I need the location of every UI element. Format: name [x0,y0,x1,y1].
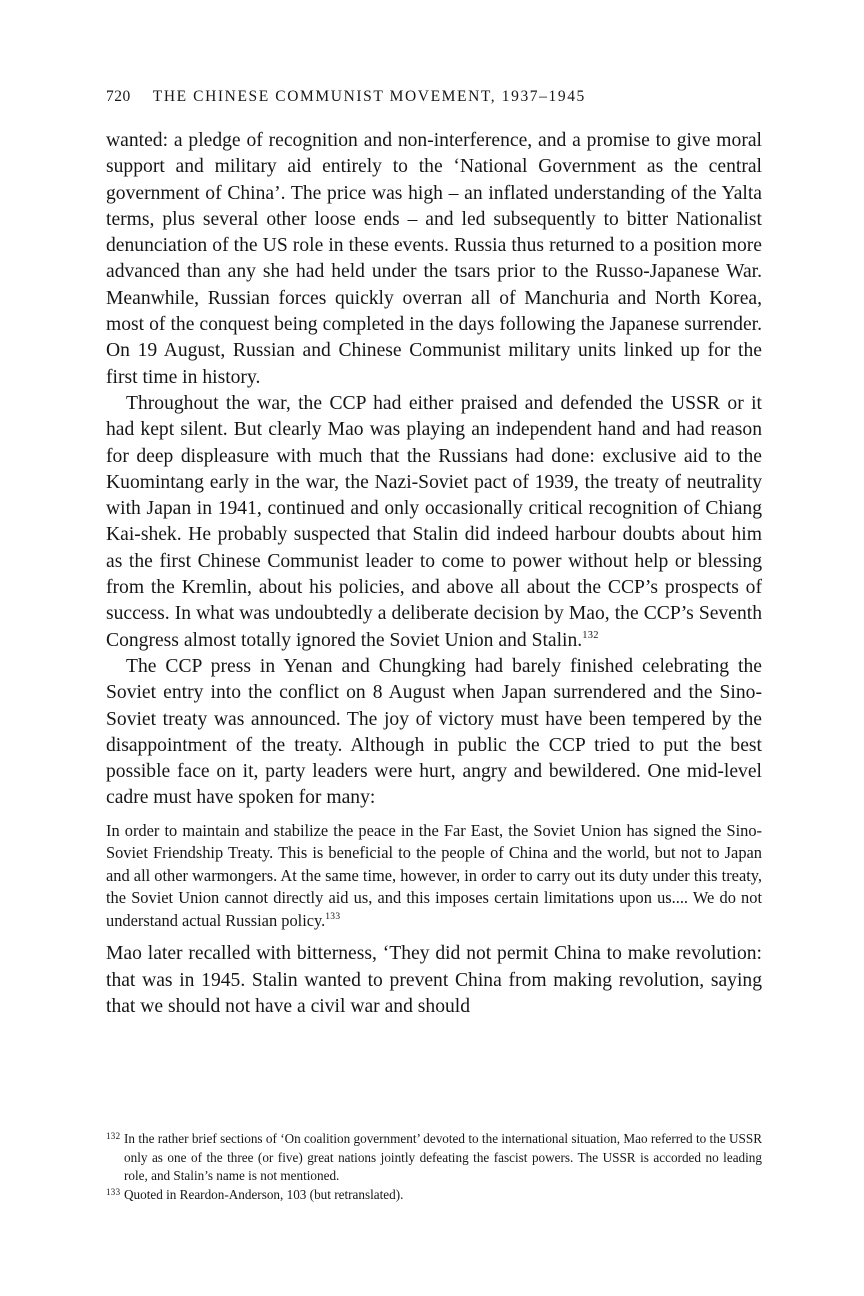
running-header [106,88,766,106]
footnote-133 [106,1186,762,1205]
paragraph-1: wanted: a pledge of recognition and non-interference, and a promise to give moral support and military aid entirely to the ‘National Government as the central government of China’. The price was high – an inflated understanding of the Yalta terms, plus several other loose ends – and led subsequently to bitter Nationalist denunciation of the US role in these events. Russia thus returned to a position more advanced than any she had held under the tsars prior to the Russo-Japanese War. Meanwhile, Russian forces quickly overran all of Manchuria and North Korea, most of the conquest being completed in the days following the Japanese surrender. On 19 August, Russian and Chinese Communist military units linked up for the first time in history. [106,130,762,388]
footnote-132 [106,1130,762,1186]
footnote-ref-133: 133 [325,911,341,922]
block-quote [106,820,762,933]
paragraph-3: The CCP press in Yenan and Chungking had barely finished celebrating the Soviet entry into the conflict on 8 August when Japan surrendered and the Sino-Soviet treaty was announced. The joy of victory must have been tempered by the disappointment of the treaty. Although in public the CCP tried to put the best possible face on it, party leaders were hurt, angry and bewildered. One mid-level cadre must have spoken for many: [106,655,762,809]
body-text [106,128,762,1020]
footnote-text: Quoted in Reardon-Anderson, 103 (but retranslated). [124,1186,404,1202]
running-title: THE CHINESE COMMUNIST MOVEMENT, 1937–1945 [152,88,586,105]
paragraph-2-text: Throughout the war, the CCP had either praised and defended the USSR or it had kept silent. But clearly Mao was playing an independent hand and had reason for deep displeasure with much that the Russians had done: exclusive aid to the Kuomintang early in the war, the Nazi-Soviet pact of 1939, the treaty of neutrality with Japan in 1941, continued and only occasionally critical recognition of Chiang Kai-shek. He probably suspected that Stalin did indeed harbour doubts about him as the first Chinese Communist leader to come to power without help or blessing from the Kremlin, about his policies, and above all about the CCP’s prospects of success. In what was undoubtedly a deliberate decision by Mao, the CCP’s Seventh Congress almost totally ignored the Soviet Union and Stalin. [106,392,762,651]
footnote-ref-132: 132 [582,629,599,641]
footnote-number: 133 [106,1186,121,1197]
footnotes [106,1130,762,1204]
paragraph-2 [106,391,762,654]
footnote-text: In the rather brief sections of ‘On coalition government’ devoted to the international situation, Mao referred to the USSR only as one of the three (or five) great nations jointly defeating the fascist powers. The USSR is accorded no leading role, and Stalin’s name is not mentioned. [124,1131,762,1184]
paragraph-4: Mao later recalled with bitterness, ‘They did not permit China to make revolution: that was in 1945. Stalin wanted to prevent China from making revolution, saying that we should not have a civil war and should [106,943,762,1017]
page-number: 720 [106,88,131,105]
block-quote-text: In order to maintain and stabilize the peace in the Far East, the Soviet Union has signed the Sino-Soviet Friendship Treaty. This is beneficial to the people of China and the world, but not to Japan and all other warmongers. At the same time, however, in order to carry out its duty under this treaty, the Soviet Union cannot directly aid us, and this imposes certain limitations upon us.... We do not understand actual Russian policy. [106,820,762,930]
footnote-number: 132 [106,1131,121,1141]
